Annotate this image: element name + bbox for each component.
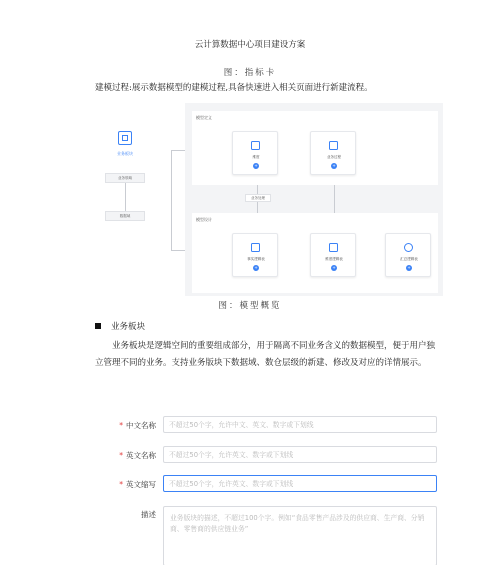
section-body-text: 业务板块是逻辑空间的重要组成部分，用于隔离不同业务含义的数据模型，便于用户独立管理不同的业务。支持业务版块下数据域、数仓层级的新建、修改及对应的详情展示。 bbox=[95, 341, 436, 368]
business-block-icon bbox=[118, 131, 132, 145]
dimension-logic-table-node[interactable] bbox=[310, 233, 356, 277]
connector-line bbox=[125, 183, 126, 211]
business-handling-box: 业务处理 bbox=[245, 194, 271, 202]
dimension-icon bbox=[251, 141, 260, 150]
document-title: 云计算数据中心项目建设方案 bbox=[194, 40, 306, 50]
add-icon[interactable]: + bbox=[332, 163, 336, 168]
english-name-label: * 英文名称 bbox=[119, 451, 156, 460]
connector-line bbox=[171, 150, 172, 250]
section-title: 业务板块 bbox=[111, 322, 146, 332]
add-icon[interactable]: + bbox=[254, 163, 258, 168]
add-icon[interactable]: + bbox=[332, 265, 336, 270]
dimension-node[interactable] bbox=[232, 131, 278, 175]
chinese-name-input[interactable]: 不超过50个字，允许中文、英文、数字或下划线 bbox=[163, 416, 437, 433]
fact-logic-table-node[interactable] bbox=[232, 233, 278, 277]
business-block-label: 业务板块 bbox=[117, 151, 133, 156]
chinese-name-label: * 中文名称 bbox=[119, 421, 156, 430]
add-icon[interactable]: + bbox=[407, 265, 411, 270]
section-heading bbox=[95, 320, 145, 332]
data-domain-box[interactable]: 数据域 bbox=[105, 211, 145, 221]
required-mark: * bbox=[119, 421, 123, 430]
add-icon[interactable]: + bbox=[254, 265, 258, 270]
bullet-square-icon bbox=[95, 323, 101, 329]
figure-caption-model-overview: 图：模型概览 bbox=[218, 301, 282, 311]
figure-caption-indicator-card: 图：指标卡 bbox=[223, 68, 277, 78]
dimension-label: 维度 bbox=[252, 155, 260, 159]
business-process-icon bbox=[329, 141, 338, 150]
connector-line bbox=[171, 250, 185, 251]
summary-logic-table-label: 汇总逻辑表 bbox=[400, 257, 418, 261]
required-mark: * bbox=[119, 451, 123, 460]
business-process-node[interactable] bbox=[310, 131, 356, 175]
english-abbr-input[interactable]: 不超过50个字，允许英文、数字或下划线 bbox=[163, 475, 437, 492]
model-definition-panel bbox=[192, 111, 438, 185]
modeling-process-paragraph: 建模过程:展示数据模型的建模过程,具备快速进入相关页面进行新建流程。 bbox=[95, 83, 373, 93]
connector-line bbox=[171, 150, 185, 151]
connector-line bbox=[334, 185, 335, 213]
model-design-title: 模型设计 bbox=[196, 217, 212, 222]
english-abbr-label: * 英文缩写 bbox=[119, 480, 156, 489]
description-textarea[interactable]: 业务版块的描述，不超过100个字。例如“食品零售产品涉及的供应商、生产商、分销商、零售商的供应链业务” bbox=[163, 506, 437, 565]
business-process-label: 业务过程 bbox=[327, 155, 341, 159]
model-design-panel bbox=[192, 213, 438, 293]
section-body bbox=[95, 338, 440, 372]
table-icon bbox=[251, 243, 260, 252]
database-icon bbox=[404, 243, 413, 252]
model-definition-title: 模型定义 bbox=[196, 115, 212, 120]
dimension-logic-table-label: 维度逻辑表 bbox=[325, 257, 343, 261]
summary-logic-table-node[interactable] bbox=[385, 233, 431, 277]
model-overview-diagram bbox=[97, 103, 443, 296]
business-domain-box[interactable]: 业务领域 bbox=[105, 173, 145, 183]
english-name-input[interactable]: 不超过50个字，允许英文、数字或下划线 bbox=[163, 446, 437, 463]
fact-logic-table-label: 事实逻辑表 bbox=[247, 257, 265, 261]
table-icon bbox=[329, 243, 338, 252]
description-label: 描述 bbox=[141, 510, 156, 519]
required-mark: * bbox=[119, 480, 123, 489]
